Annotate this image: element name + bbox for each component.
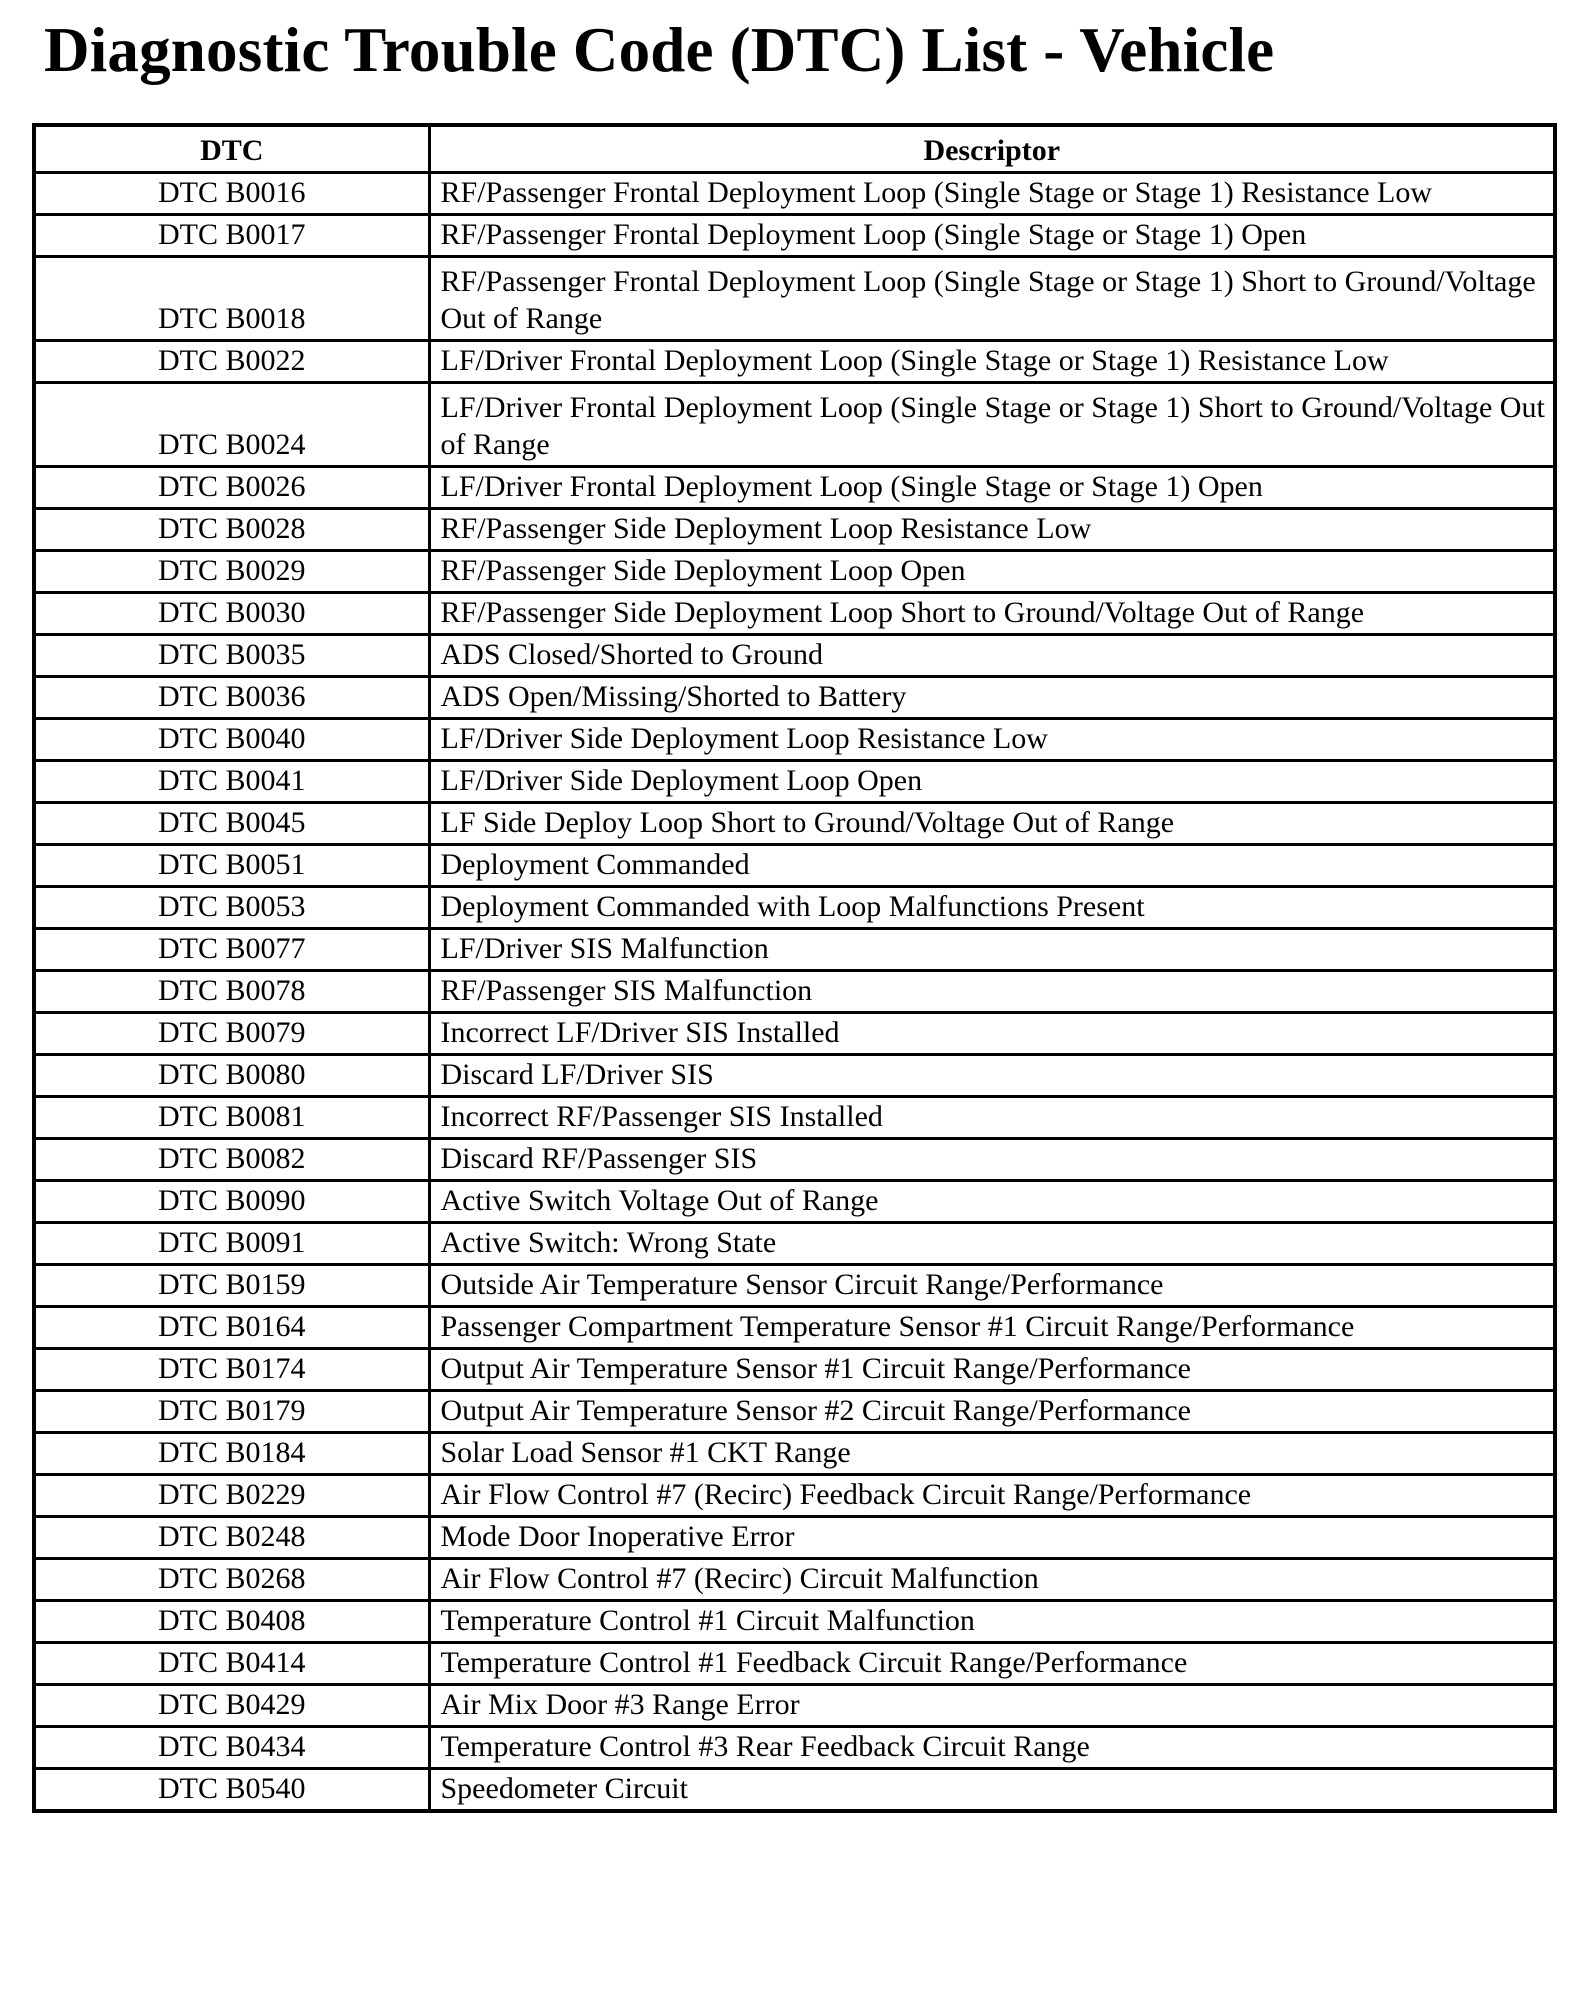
descriptor-cell: RF/Passenger Frontal Deployment Loop (Single Stage or Stage 1) Short to Ground/Voltage Out of Range [429, 256, 1555, 340]
dtc-code-cell: DTC B0164 [34, 1306, 429, 1348]
dtc-code-cell: DTC B0035 [34, 634, 429, 676]
page-title: Diagnostic Trouble Code (DTC) List - Vehicle [44, 15, 1275, 85]
descriptor-cell: RF/Passenger Side Deployment Loop Open [429, 550, 1555, 592]
dtc-code-cell: DTC B0028 [34, 508, 429, 550]
table-row [34, 1390, 1555, 1432]
dtc-code-cell: DTC B0040 [34, 718, 429, 760]
table-row [34, 1684, 1555, 1726]
dtc-code-cell: DTC B0434 [34, 1726, 429, 1768]
descriptor-cell: Output Air Temperature Sensor #2 Circuit Range/Performance [429, 1390, 1555, 1432]
descriptor-cell: ADS Open/Missing/Shorted to Battery [429, 676, 1555, 718]
table-row [34, 1432, 1555, 1474]
table-row [34, 1768, 1555, 1811]
table-row [34, 340, 1555, 382]
table-row [34, 718, 1555, 760]
table-row [34, 172, 1555, 214]
table-row [34, 844, 1555, 886]
dtc-code-cell: DTC B0159 [34, 1264, 429, 1306]
table-row [34, 1012, 1555, 1054]
descriptor-cell: RF/Passenger Side Deployment Loop Short to Ground/Voltage Out of Range [429, 592, 1555, 634]
dtc-code-cell: DTC B0414 [34, 1642, 429, 1684]
dtc-code-cell: DTC B0408 [34, 1600, 429, 1642]
table-row [34, 1516, 1555, 1558]
descriptor-cell: Speedometer Circuit [429, 1768, 1555, 1811]
descriptor-cell: RF/Passenger SIS Malfunction [429, 970, 1555, 1012]
table-row [34, 1726, 1555, 1768]
dtc-code-cell: DTC B0429 [34, 1684, 429, 1726]
table-row [34, 382, 1555, 466]
column-header-dtc: DTC [34, 125, 429, 172]
dtc-code-cell: DTC B0248 [34, 1516, 429, 1558]
dtc-code-cell: DTC B0041 [34, 760, 429, 802]
descriptor-cell: Active Switch: Wrong State [429, 1222, 1555, 1264]
descriptor-cell: LF/Driver SIS Malfunction [429, 928, 1555, 970]
dtc-code-cell: DTC B0079 [34, 1012, 429, 1054]
descriptor-cell: Incorrect RF/Passenger SIS Installed [429, 1096, 1555, 1138]
table-header-row [34, 125, 1555, 172]
dtc-code-cell: DTC B0184 [34, 1432, 429, 1474]
table-row [34, 256, 1555, 340]
table-row [34, 466, 1555, 508]
descriptor-cell: Mode Door Inoperative Error [429, 1516, 1555, 1558]
table-row [34, 592, 1555, 634]
dtc-code-cell: DTC B0030 [34, 592, 429, 634]
descriptor-cell: Discard LF/Driver SIS [429, 1054, 1555, 1096]
dtc-code-cell: DTC B0016 [34, 172, 429, 214]
table-row [34, 676, 1555, 718]
descriptor-cell: Output Air Temperature Sensor #1 Circuit Range/Performance [429, 1348, 1555, 1390]
table-row [34, 1306, 1555, 1348]
table-row [34, 1348, 1555, 1390]
descriptor-cell: RF/Passenger Frontal Deployment Loop (Single Stage or Stage 1) Resistance Low [429, 172, 1555, 214]
table-row [34, 1222, 1555, 1264]
descriptor-cell: Solar Load Sensor #1 CKT Range [429, 1432, 1555, 1474]
descriptor-cell: Incorrect LF/Driver SIS Installed [429, 1012, 1555, 1054]
column-header-descriptor: Descriptor [429, 125, 1555, 172]
table-row [34, 1474, 1555, 1516]
table-row [34, 214, 1555, 256]
table-row [34, 508, 1555, 550]
table-row [34, 760, 1555, 802]
descriptor-cell: Temperature Control #1 Feedback Circuit Range/Performance [429, 1642, 1555, 1684]
table-row [34, 1138, 1555, 1180]
descriptor-cell: LF/Driver Frontal Deployment Loop (Single Stage or Stage 1) Resistance Low [429, 340, 1555, 382]
table-row [34, 550, 1555, 592]
descriptor-cell: LF/Driver Frontal Deployment Loop (Single Stage or Stage 1) Short to Ground/Voltage Out of Range [429, 382, 1555, 466]
descriptor-cell: Discard RF/Passenger SIS [429, 1138, 1555, 1180]
descriptor-cell: Deployment Commanded with Loop Malfunctions Present [429, 886, 1555, 928]
descriptor-cell: Active Switch Voltage Out of Range [429, 1180, 1555, 1222]
table-row [34, 1096, 1555, 1138]
dtc-code-cell: DTC B0179 [34, 1390, 429, 1432]
table-row [34, 802, 1555, 844]
dtc-code-cell: DTC B0036 [34, 676, 429, 718]
dtc-code-cell: DTC B0077 [34, 928, 429, 970]
dtc-code-cell: DTC B0053 [34, 886, 429, 928]
table-row [34, 1264, 1555, 1306]
dtc-code-cell: DTC B0024 [34, 382, 429, 466]
table-row [34, 1600, 1555, 1642]
dtc-code-cell: DTC B0268 [34, 1558, 429, 1600]
descriptor-cell: Passenger Compartment Temperature Sensor #1 Circuit Range/Performance [429, 1306, 1555, 1348]
descriptor-cell: Air Flow Control #7 (Recirc) Feedback Circuit Range/Performance [429, 1474, 1555, 1516]
dtc-code-cell: DTC B0045 [34, 802, 429, 844]
dtc-code-cell: DTC B0090 [34, 1180, 429, 1222]
descriptor-cell: LF/Driver Side Deployment Loop Resistance Low [429, 718, 1555, 760]
dtc-code-cell: DTC B0018 [34, 256, 429, 340]
dtc-code-cell: DTC B0229 [34, 1474, 429, 1516]
dtc-code-cell: DTC B0091 [34, 1222, 429, 1264]
dtc-code-cell: DTC B0017 [34, 214, 429, 256]
dtc-code-cell: DTC B0022 [34, 340, 429, 382]
dtc-code-cell: DTC B0026 [34, 466, 429, 508]
table-row [34, 886, 1555, 928]
descriptor-cell: ADS Closed/Shorted to Ground [429, 634, 1555, 676]
dtc-code-cell: DTC B0078 [34, 970, 429, 1012]
dtc-code-cell: DTC B0174 [34, 1348, 429, 1390]
descriptor-cell: Air Flow Control #7 (Recirc) Circuit Malfunction [429, 1558, 1555, 1600]
table-row [34, 970, 1555, 1012]
descriptor-cell: LF Side Deploy Loop Short to Ground/Voltage Out of Range [429, 802, 1555, 844]
table-row [34, 928, 1555, 970]
dtc-code-cell: DTC B0082 [34, 1138, 429, 1180]
table-row [34, 1642, 1555, 1684]
table-row [34, 1558, 1555, 1600]
dtc-code-cell: DTC B0051 [34, 844, 429, 886]
descriptor-cell: RF/Passenger Side Deployment Loop Resistance Low [429, 508, 1555, 550]
descriptor-cell: Temperature Control #3 Rear Feedback Circuit Range [429, 1726, 1555, 1768]
dtc-code-cell: DTC B0080 [34, 1054, 429, 1096]
descriptor-cell: Temperature Control #1 Circuit Malfunction [429, 1600, 1555, 1642]
dtc-code-cell: DTC B0081 [34, 1096, 429, 1138]
dtc-table [32, 123, 1557, 1813]
descriptor-cell: LF/Driver Side Deployment Loop Open [429, 760, 1555, 802]
table-row [34, 634, 1555, 676]
descriptor-cell: Outside Air Temperature Sensor Circuit Range/Performance [429, 1264, 1555, 1306]
dtc-code-cell: DTC B0029 [34, 550, 429, 592]
table-row [34, 1054, 1555, 1096]
descriptor-cell: LF/Driver Frontal Deployment Loop (Single Stage or Stage 1) Open [429, 466, 1555, 508]
table-row [34, 1180, 1555, 1222]
descriptor-cell: RF/Passenger Frontal Deployment Loop (Single Stage or Stage 1) Open [429, 214, 1555, 256]
descriptor-cell: Air Mix Door #3 Range Error [429, 1684, 1555, 1726]
dtc-code-cell: DTC B0540 [34, 1768, 429, 1811]
descriptor-cell: Deployment Commanded [429, 844, 1555, 886]
